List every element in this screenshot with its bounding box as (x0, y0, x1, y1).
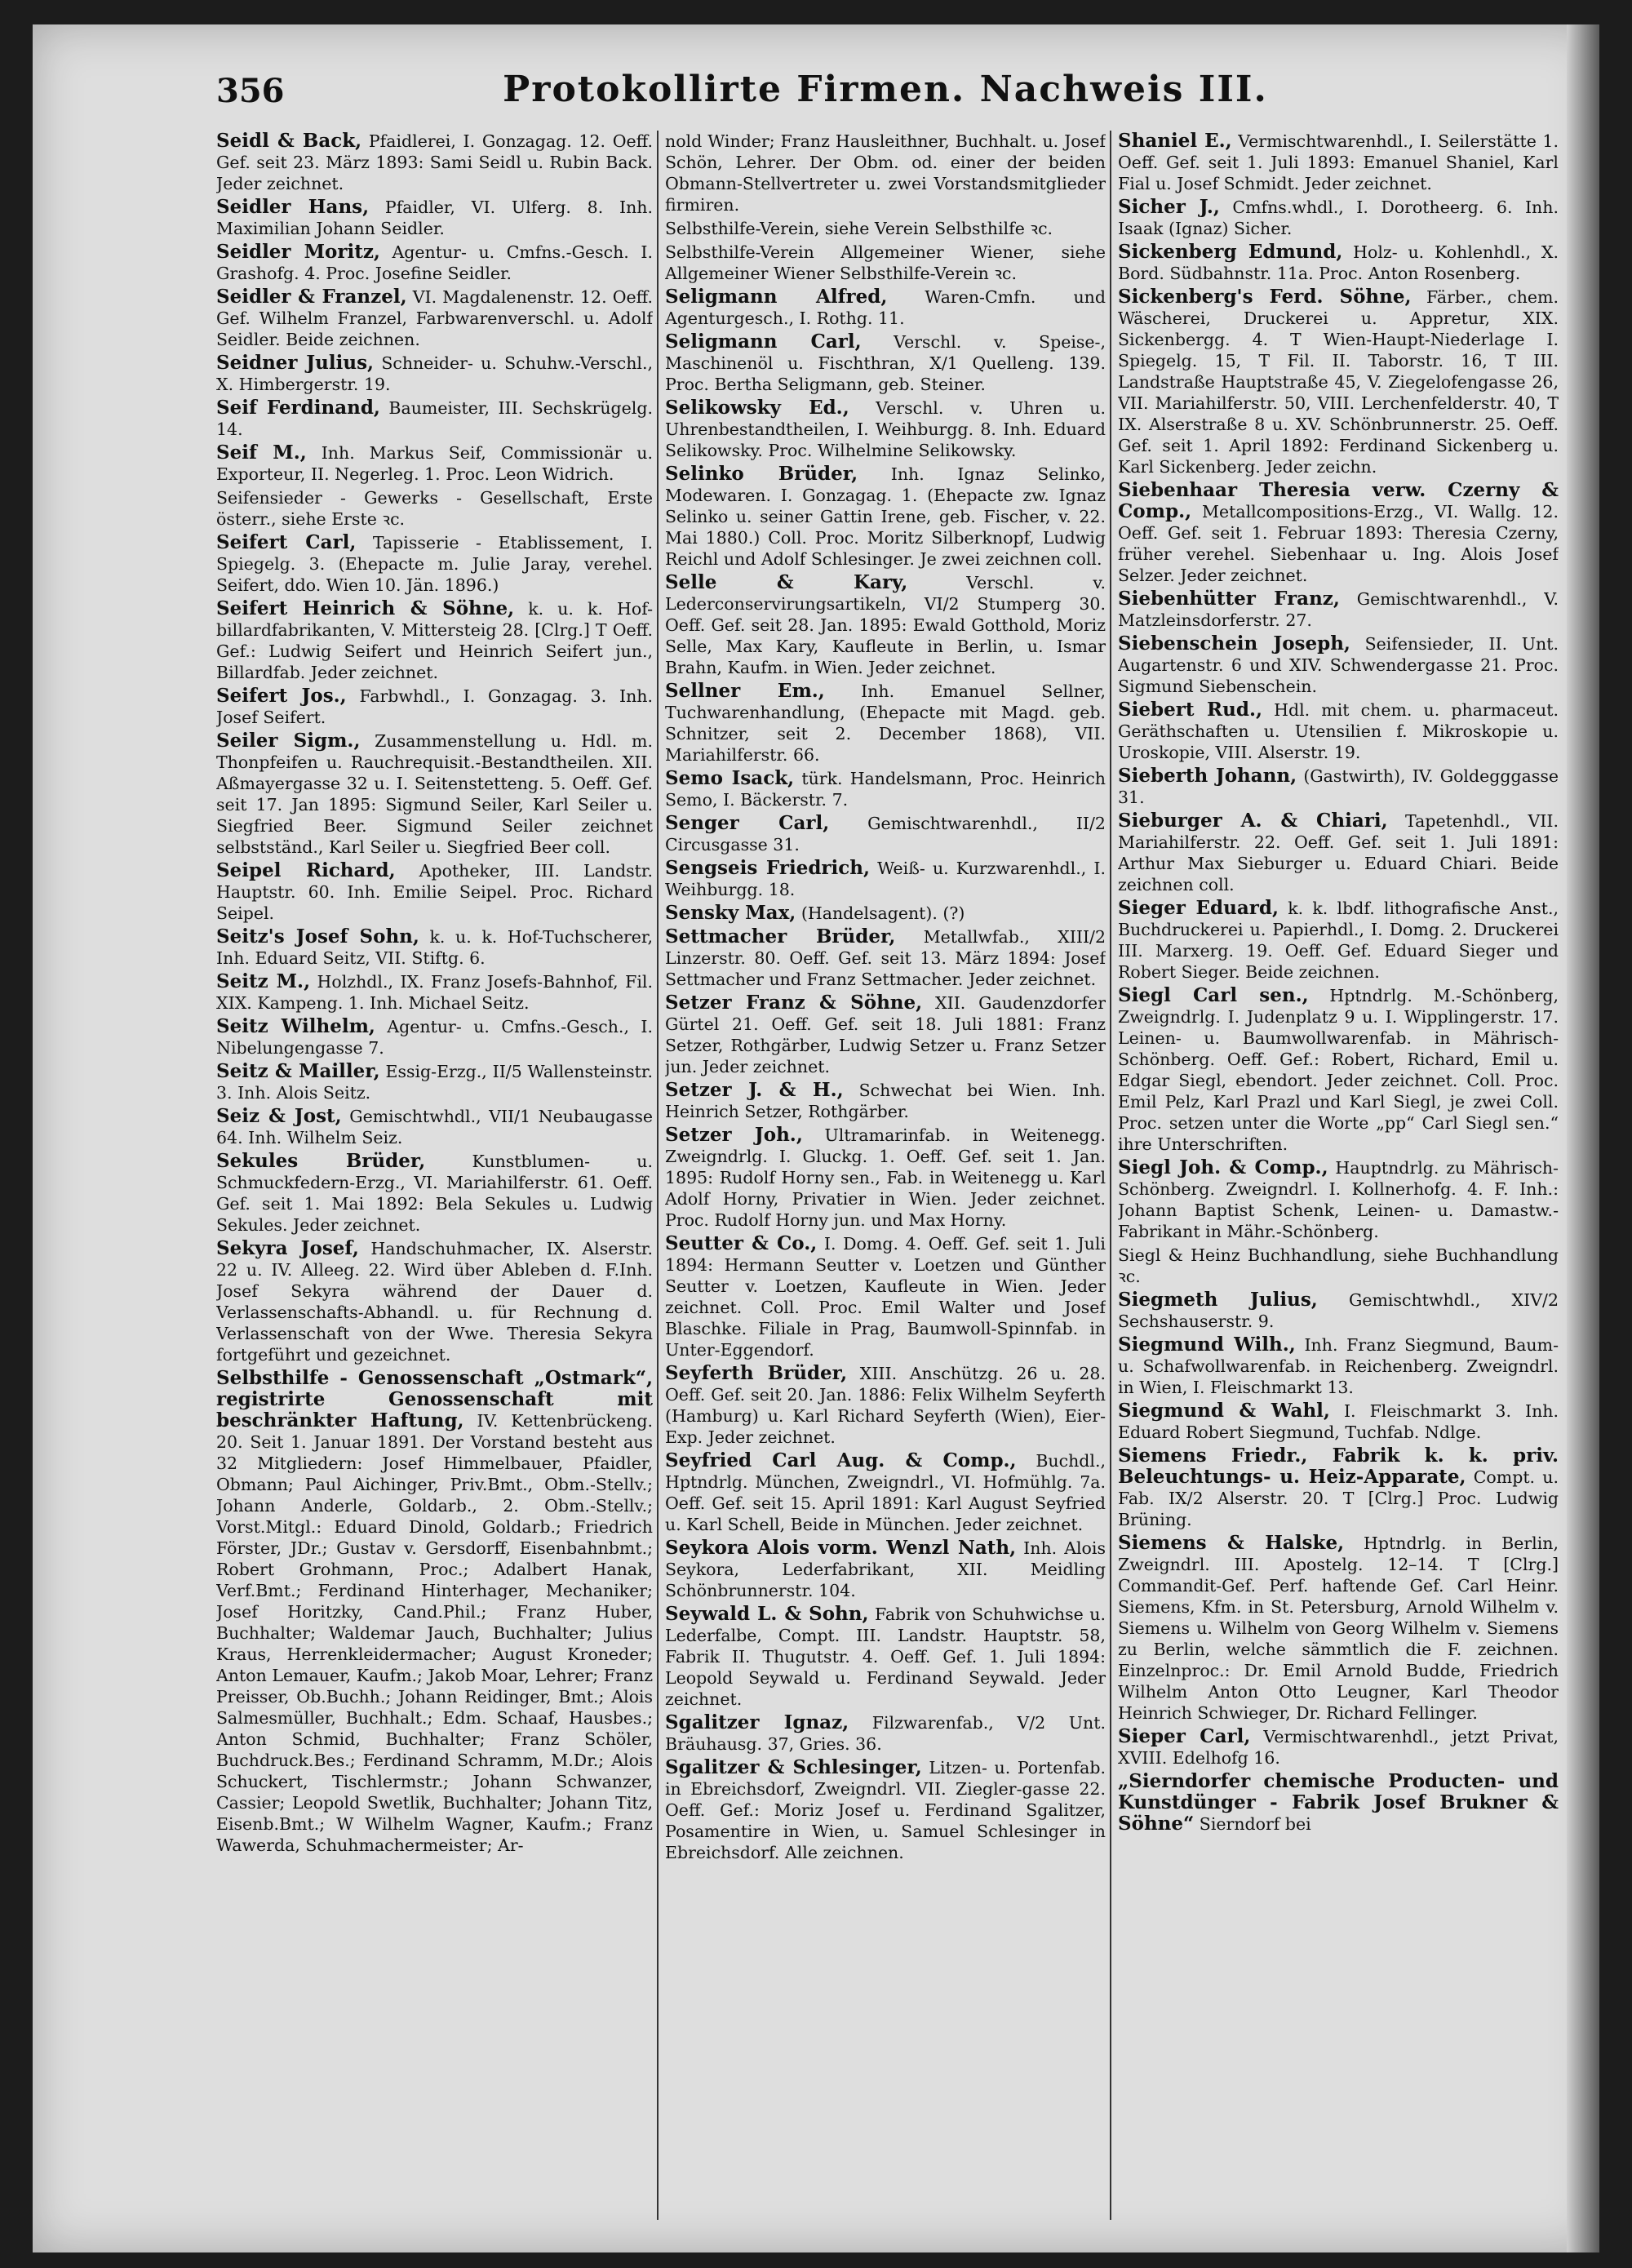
firm-name: Siegl Joh. & Comp., (1118, 1156, 1328, 1178)
entry-text: XII. Gaudenzdorfer Gürtel 21. Oeff. Gef. seit 18. Juli 1881: Franz Setzer, Rothgärber, Ludwig Setzer u. Franz Setzer jun. Jeder zeichnet. (665, 993, 1106, 1076)
firm-name: Seligmann Carl, (665, 331, 862, 353)
firm-name: Seutter & Co., (665, 1232, 818, 1254)
column-2 (665, 131, 1106, 2220)
firm-name: Seykora Alois vorm. Wenzl Nath, (665, 1537, 1017, 1559)
directory-entry (665, 858, 1106, 900)
directory-entry (665, 1450, 1106, 1535)
entry-text: Metallcompositions-Erzg., VI. Wallg. 12. Oeff. Gef. seit 1. Februar 1893: Theresia Czerny, früher verehel. Siebenhaar u. Ing. Alois Josef Selzer. Jeder zeichnet. (1118, 502, 1559, 585)
directory-entry (216, 487, 653, 530)
entry-text: Hptndrlg. in Berlin, Zweigndrl. III. Apostelg. 12–14. T [Clrg.] Commandit-Gef. Perf. haftende Gef. Carl Heinr. Siemens, Kfm. in St. Petersburg, Arnold Wilhelm v. Siemens u. Wilhelm von Georg Wilhelm v. Siemens zu Berlin, welche sämmtlich die F. zeichnen. Einzelnproc.: Dr. Emil Arnold Budde, Friedrich Wilhelm Anton Otto Leugner, Karl Theodor Heinrich Schwieger, Dr. Richard Fellinger. (1118, 1533, 1559, 1723)
directory-entry (665, 131, 1106, 215)
directory-entry (1118, 480, 1559, 586)
entry-text: nold Winder; Franz Hausleithner, Buchhalt. u. Josef Schön, Lehrer. Der Obm. od. einer der beiden Obmann-Stellvertreter u. zwei Vorstandsmitglieder firmiren. (665, 131, 1106, 215)
directory-entry (1118, 242, 1559, 284)
firm-name: Sieburger A. & Chiari, (1118, 810, 1388, 832)
firm-name: Settmacher Brüder, (665, 925, 896, 948)
directory-entry (665, 681, 1106, 766)
entry-text: Gemischtwarenhdl., V. Matzleinsdorferstr. 27. (1118, 589, 1559, 630)
directory-entry (665, 1080, 1106, 1122)
entry-text: Sierndorf bei (1199, 1814, 1311, 1834)
directory-entry (665, 926, 1106, 990)
directory-entry (216, 1106, 653, 1148)
directory-entry (665, 286, 1106, 329)
entry-text: I. Fleischmarkt 3. Inh. Eduard Robert Siegmund, Tuchfab. Ndlge. (1118, 1401, 1559, 1442)
firm-name: Seif Ferdinand, (216, 397, 380, 419)
entry-text: Gemischtwarenhdl., II/2 Circusgasse 31. (665, 814, 1106, 854)
firm-name: Seyferth Brüder, (665, 1362, 848, 1384)
directory-entry (216, 286, 653, 350)
firm-name: Selinko Brüder, (665, 463, 858, 485)
directory-entry (1118, 699, 1559, 763)
entry-text: Tapisserie - Etablissement, I. Spiegelg. 3. (Ehepacte m. Julie Jaray, verehel. Seifert, ddo. Wien 10. Jän. 1896.) (216, 533, 653, 595)
entry-text: (Gastwirth), IV. Goldegggasse 31. (1118, 766, 1559, 807)
entry-text: Pfaidlerei, I. Gonzagag. 12. Oeff. Gef. seit 23. März 1893: Sami Seidl u. Rubin Back. Jeder zeichnet. (216, 131, 653, 193)
directory-entry (216, 532, 653, 596)
firm-name: Seidler Hans, (216, 196, 370, 218)
entry-text: Inh. Ignaz Selinko, Modewaren. I. Gonzagag. 1. (Ehepacte zw. Ignaz Selinko u. seiner Gattin Irene, geb. Fischer, v. 22. Mai 1880.) Coll. Proc. Moritz Silberknopf, Ludwig Reichl und Adolf Schlesinger. Je zwei zeichnen coll. (665, 464, 1106, 569)
column-1 (216, 131, 653, 2220)
firm-name: „Sierndorfer chemische Producten- und Kunstdünger - Fabrik Josef Brukner & Söhne“ (1118, 1770, 1559, 1835)
directory-entry (216, 1061, 653, 1103)
directory-entry (1118, 1445, 1559, 1530)
firm-name: Sickenberg's Ferd. Söhne, (1118, 286, 1412, 308)
entry-text: k. k. lbdf. lithografische Anst., Buchdruckerei u. Papierhdl., I. Domg. 2. Druckerei III. Marxerg. 19. Oeff. Gef. Eduard Sieger und Robert Sieger. Beide zeichnen. (1118, 899, 1559, 982)
page-edge (1567, 24, 1599, 2252)
directory-entry (216, 197, 653, 239)
firm-name: Seipel Richard, (216, 859, 396, 881)
entry-text: Metallwfab., XIII/2 Linzerstr. 80. Oeff. Gef. seit 13. März 1894: Josef Settmacher und Franz Settmacher. Jeder zeichnet. (665, 927, 1106, 989)
firm-name: Seiler Sigm., (216, 730, 361, 752)
directory-entry (216, 353, 653, 395)
directory-entry (216, 686, 653, 728)
firm-name: Seitz & Mailler, (216, 1060, 380, 1082)
running-title: Protokollirte Firmen. Nachweis III. (503, 69, 1268, 110)
directory-entry (216, 598, 653, 683)
firm-name: Sieper Carl, (1118, 1725, 1251, 1747)
firm-name: Setzer Joh., (665, 1124, 803, 1146)
entry-text: Agentur- u. Cmfns.-Gesch., I. Nibelungengasse 7. (216, 1017, 653, 1058)
directory-entry (665, 397, 1106, 461)
directory-entry (216, 131, 653, 194)
directory-entry (1118, 898, 1559, 983)
entry-text: Tapetenhdl., VII. Mariahilferstr. 22. Oeff. Gef. seit 1. Juli 1891: Arthur Max Sieburger u. Eduard Chiari. Beide zeichnen coll. (1118, 811, 1559, 894)
directory-entry (1118, 810, 1559, 895)
entry-text: Gemischtwhdl., XIV/2 Sechshauserstr. 9. (1118, 1290, 1559, 1331)
firm-name: Sieberth Johann, (1118, 765, 1297, 787)
firm-name: Siemens & Halske, (1118, 1532, 1345, 1554)
firm-name: Sieger Eduard, (1118, 897, 1279, 919)
directory-entry (1118, 985, 1559, 1155)
firm-name: Sekules Brüder, (216, 1150, 426, 1172)
entry-text: Schwechat bei Wien. Inh. Heinrich Setzer, Rothgärber. (665, 1081, 1106, 1121)
entry-text: Selbsthilfe-Verein, siehe Verein Selbsthilfe ꝛc. (665, 219, 1053, 238)
entry-text: Fabrik von Schuhwichse u. Lederfalbe, Compt. III. Landstr. Hauptstr. 58, Fabrik II. Thugutstr. 4. Oeff. Gef. 1. Juli 1894: Leopold Seywald u. Ferdinand Seywald. Jeder zeichnet. (665, 1604, 1106, 1709)
directory-entry (665, 242, 1106, 284)
directory-entry (665, 1125, 1106, 1231)
directory-entry (665, 1363, 1106, 1448)
directory-entry (216, 860, 653, 924)
column-3 (1118, 131, 1559, 2220)
firm-name: Seitz's Josef Sohn, (216, 925, 419, 948)
directory-entry (1118, 286, 1559, 477)
entry-text: Hauptndrlg. zu Mährisch-Schönberg. Zweigndrl. I. Kollnerhofg. 4. F. Inh.: Johann Baptist Schenk, Leinen- u. Damastw.-Fabrikant in Mähr.-Schönberg. (1118, 1158, 1559, 1241)
directory-entry (1118, 1334, 1559, 1398)
directory-entry (1118, 1726, 1559, 1769)
directory-entry (665, 1604, 1106, 1710)
directory-entry (216, 1151, 653, 1236)
entry-text: Essig-Erzg., II/5 Wallensteinstr. 3. Inh. Alois Seitz. (216, 1062, 653, 1103)
firm-name: Setzer Franz & Söhne, (665, 992, 923, 1014)
page-header (216, 65, 1554, 131)
firm-name: Seligmann Alfred, (665, 286, 888, 308)
firm-name: Shaniel E., (1118, 131, 1232, 152)
firm-name: Siebenhütter Franz, (1118, 588, 1340, 610)
firm-name: Sekyra Josef, (216, 1237, 359, 1259)
entry-text: Verschl. v. Uhren u. Uhrenbestandtheilen, I. Weihburgg. 8. Inh. Eduard Selikowsky. Proc. Wilhelmine Selikowsky. (665, 398, 1106, 460)
entry-text: Seifensieder - Gewerks - Gesellschaft, Erste österr., siehe Erste ꝛc. (216, 488, 653, 529)
directory-entry (665, 768, 1106, 810)
directory-entry (665, 1233, 1106, 1360)
firm-name: Senger Carl, (665, 812, 830, 834)
directory-entry (665, 572, 1106, 678)
directory-entry (1118, 1245, 1559, 1287)
entry-text: Weiß- u. Kurzwarenhdl., I. Weihburgg. 18. (665, 859, 1106, 899)
entry-text: Schneider- u. Schuhw.-Verschl., X. Himbergerstr. 19. (216, 353, 653, 394)
directory-entry (1118, 1533, 1559, 1724)
firm-name: Sicher J., (1118, 196, 1220, 218)
entry-text: XIII. Anschützg. 26 u. 28. Oeff. Gef. seit 20. Jan. 1886: Felix Wilhelm Seyferth (Hamburg) u. Karl Richard Seyferth (Wien), Eier-Exp. Jeder zeichnet. (665, 1364, 1106, 1447)
firm-name: Seitz Wilhelm, (216, 1015, 375, 1037)
entry-text: Verschl. v. Lederconservirungsartikeln, VI/2 Stumperg 30. Oeff. Gef. seit 28. Jan. 1895: Ewald Gotthold, Moriz Selle, Max Kary, Kaufleute in Berlin, u. Ismar Brahn, Kaufm. in Wien. Jeder zeichnet. (665, 573, 1106, 677)
directory-entry (665, 1757, 1106, 1863)
directory-entry (1118, 1157, 1559, 1242)
entry-text: Apotheker, III. Landstr. Hauptstr. 60. Inh. Emilie Seipel. Proc. Richard Seipel. (216, 861, 653, 923)
entry-text: Litzen- u. Portenfab. in Ebreichsdorf, Zweigndrl. VII. Ziegler-gasse 22. Oeff. Gef.: Moriz Josef u. Ferdinand Sgalitzer, Posamentire in Wien, u. Samuel Schlesinger in Ebreichsdorf. Alle zeichnen. (665, 1758, 1106, 1862)
entry-text: Siegl & Heinz Buchhandlung, siehe Buchhandlung ꝛc. (1118, 1245, 1559, 1286)
firm-name: Siebert Rud., (1118, 699, 1262, 721)
directory-entry (1118, 1400, 1559, 1443)
entry-text: Agentur- u. Cmfns.-Gesch. I. Grashofg. 4. Proc. Josefine Seidler. (216, 242, 653, 283)
directory-entry (665, 813, 1106, 855)
directory-entry (1118, 197, 1559, 239)
firm-name: Sensky Max, (665, 902, 796, 924)
firm-name: Seidl & Back, (216, 131, 362, 152)
entry-text: Holzhdl., IX. Franz Josefs-Bahnhof, Fil. XIX. Kampeng. 1. Inh. Michael Seitz. (216, 972, 653, 1013)
firm-name: Sgalitzer Ignaz, (665, 1711, 849, 1733)
entry-text: Holz- u. Kohlenhdl., X. Bord. Südbahnstr. 11a. Proc. Anton Rosenberg. (1118, 242, 1559, 283)
entry-text: Vermischtwarenhdl., I. Seilerstätte 1. Oeff. Gef. seit 1. Juli 1893: Emanuel Shaniel, Karl Fial u. Josef Schmidt. Jeder zeichnet. (1118, 131, 1559, 193)
column-divider (657, 131, 659, 2220)
entry-text: Selbsthilfe-Verein Allgemeiner Wiener, siehe Allgemeiner Wiener Selbsthilfe-Verein ꝛc. (665, 242, 1106, 283)
directory-entry (665, 1712, 1106, 1755)
directory-entry (216, 397, 653, 440)
entry-text: Kunstblumen- u. Schmuckfedern-Erzg., VI. Mariahilferstr. 61. Oeff. Gef. seit 1. Mai 1892: Bela Sekules u. Ludwig Sekules. Jeder zeichnet. (216, 1152, 653, 1235)
directory-entry (665, 464, 1106, 570)
firm-name: Siemens Friedr., Fabrik k. k. priv. Beleuchtungs- u. Heiz-Apparate, (1118, 1445, 1559, 1488)
firm-name: Sellner Em., (665, 680, 825, 702)
entry-text: türk. Handelsmann, Proc. Heinrich Semo, I. Bäckerstr. 7. (665, 769, 1106, 810)
directory-entry (665, 331, 1106, 395)
entry-text: Inh. Markus Seif, Commissionär u. Exporteur, II. Negerleg. 1. Proc. Leon Widrich. (216, 443, 653, 484)
firm-name: Siegl Carl sen., (1118, 984, 1309, 1006)
entry-text: Filzwarenfab., V/2 Unt. Bräuhausg. 37, Gries. 36. (665, 1713, 1106, 1754)
entry-text: IV. Kettenbrückeng. 20. Seit 1. Januar 1891. Der Vorstand besteht aus 32 Mitgliedern: Josef Himmelbauer, Pfaidler, Obmann; Paul Aichinger, Priv.Bmt., Obm.-Stellv.; Johann Anderle, Goldarb., 2. Obm.-Stellv.; Vorst.Mitgl.: Eduard Dinold, Goldarb.; Friedrich Förster, JDr.; Gustav v. Gersdorff, Eisenbahnbmt.; Robert Grohmann, Proc.; Adalbert Hanak, Verf.Bmt.; Ferdinand Hinterhager, Mechaniker; Josef Horitzky, Cand.Phil.; Franz Huber, Buchhalter; Waldemar Jauch, Buchhalter; Julius Kraus, Herrenkleidermacher; August Kroneder; Anton Lemauer, Kaufm.; Jakob Moar, Lehrer; Franz Preisser, Ob.Buchh.; Johann Reidinger, Bmt.; Alois Salmesmüller, Buchhalt.; Edm. Schaaf, Hausbes.; Anton Schmid, Buchhalter; Franz Schöler, Buchdruck.Bes.; Ferdinand Schramm, M.Dr.; Alois Schuckert, Tischlermstr.; Johann Schwanzer, Cassier; Leopold Swetlik, Buchhalter; Johann Titz, Eisenb.Bmt.; W Wilhelm Wagner, Kaufm.; Franz Wawerda, Schuhmachermeister; Ar- (216, 1411, 653, 1855)
entry-text: VI. Magdalenenstr. 12. Oeff. Gef. Wilhelm Franzel, Farbwarenverschl. u. Adolf Seidler. Beide zeichnen. (216, 287, 653, 349)
firm-name: Siebenschein Joseph, (1118, 632, 1350, 655)
directory-entry (216, 442, 653, 485)
firm-name: Siegmeth Julius, (1118, 1289, 1318, 1311)
directory-entry (1118, 588, 1559, 631)
firm-name: Seywald L. & Sohn, (665, 1603, 869, 1625)
entry-text: Verschl. v. Speise-, Maschinenöl u. Fischthran, X/1 Quelleng. 139. Proc. Bertha Seligmann, geb. Steiner. (665, 332, 1106, 394)
firm-name: Sengseis Friedrich, (665, 857, 871, 879)
firm-name: Seitz M., (216, 970, 311, 992)
entry-text: Inh. Franz Siegmund, Baum- u. Schafwollwarenfab. in Reichenberg. Zweigndrl. in Wien, I. Fleischmarkt 13. (1118, 1335, 1559, 1397)
entry-text: k. u. k. Hof-billardfabrikanten, V. Mittersteig 28. [Clrg.] T Oeff. Gef.: Ludwig Seifert und Heinrich Seifert jun., Billardfab. Jeder zeichnet. (216, 599, 653, 682)
directory-entry (216, 242, 653, 284)
firm-name: Seifert Jos., (216, 685, 347, 707)
firm-name: Seifert Carl, (216, 531, 357, 553)
firm-name: Semo Isack, (665, 767, 795, 789)
entry-text: Baumeister, III. Sechskrügelg. 14. (216, 398, 653, 439)
column-divider (1110, 131, 1111, 2220)
entry-text: Waren-Cmfn. und Agenturgesch., I. Rothg. 11. (665, 287, 1106, 328)
entry-text: Hdl. mit chem. u. pharmaceut. Geräthschaften u. Utensilien f. Mikroskopie u. Uroskopie, VIII. Alserstr. 19. (1118, 700, 1559, 762)
entry-text: Pfaidler, VI. Ulferg. 8. Inh. Maximilian Johann Seidler. (216, 198, 653, 238)
directory-entry (216, 926, 653, 969)
firm-name: Seiz & Jost, (216, 1105, 342, 1127)
directory-entry (1118, 1771, 1559, 1835)
entry-text: Färber., chem. Wäscherei, Druckerei u. Appretur, XIX. Sickenbergg. 4. T Wien-Haupt-Niederlage I. Spiegelg. 15, T Fil. II. Taborstr. 16, T III. Landstraße Hauptstraße 45, V. Ziegelofengasse 26, VII. Mariahilferstr. 50, VIII. Lerchenfelderstr. 40, T IX. Alserstraße 8 u. XV. Schönbrunnerstr. 25. Oeff. Gef. seit 1. April 1892: Ferdinand Sickenberg u. Karl Sickenberg. Jeder zeichn. (1118, 287, 1559, 477)
entry-text: Cmfns.whdl., I. Dorotheerg. 6. Inh. Isaak (Ignaz) Sicher. (1118, 198, 1559, 238)
firm-name: Selle & Kary, (665, 571, 908, 593)
entry-text: Handschuhmacher, IX. Alserstr. 22 u. IV. Alleeg. 22. Wird über Ableben d. F.Inh. Josef Sekyra während der Dauer d. Verlassenschafts-Abhandl. u. für Rechnung d. Verlassenschaft von der Wwe. Theresia Sekyra fortgeführt und gezeichnet. (216, 1239, 653, 1365)
directory-entry (216, 1368, 653, 1856)
entry-text: Compt. u. Fab. IX/2 Alserstr. 20. T [Clrg.] Proc. Ludwig Brüning. (1118, 1467, 1559, 1529)
entry-text: I. Domg. 4. Oeff. Gef. seit 1. Juli 1894: Hermann Seutter v. Loetzen und Günther Seutter v. Loetzen, Kaufleute in Wien. Jeder zeichnet. Coll. Proc. Emil Walter und Josef Blaschke. Filiale in Prag, Baumwoll-Spinnfab. in Unter-Eggendorf. (665, 1234, 1106, 1360)
firm-name: Siegmund Wilh., (1118, 1334, 1296, 1356)
firm-name: Seidler & Franzel, (216, 286, 407, 308)
entry-text: Ultramarinfab. in Weitenegg. Zweigndrlg. I. Gluckg. 1. Oeff. Gef. seit 1. Jan. 1895: Rudolf Horny sen., Fab. in Weitenegg u. Karl Adolf Horny, Privatier in Wien. Jeder zeichnet. Proc. Rudolf Horny jun. und Max Horny. (665, 1125, 1106, 1230)
entry-text: Inh. Emanuel Sellner, Tuchwarenhandlung, (Ehepacte mit Magd. geb. Schnitzer, seit 2. December 1868), VII. Mariahilferstr. 66. (665, 681, 1106, 765)
directory-entry (216, 1016, 653, 1059)
firm-name: Sgalitzer & Schlesinger, (665, 1756, 922, 1778)
entry-text: Farbwhdl., I. Gonzagag. 3. Inh. Josef Seifert. (216, 686, 653, 727)
directory-entry (665, 218, 1106, 239)
firm-name: Seifert Heinrich & Söhne, (216, 597, 515, 619)
firm-name: Selbsthilfe - Genossenschaft „Ostmark“, registrirte Genossenschaft mit beschränkter Haftung, (216, 1367, 653, 1431)
firm-name: Sickenberg Edmund, (1118, 241, 1343, 263)
entry-text: Hptndrlg. M.-Schönberg, Zweigndrlg. I. Judenplatz 9 u. I. Wipplingerstr. 17. Leinen- u. Baumwollwarenfab. in Mährisch-Schönberg. Oeff. Gef.: Robert, Richard, Emil u. Edgar Siegl, ebendort. Jeder zeichnet. Coll. Proc. Emil Pelz, Karl Prazl und Karl Siegl, je zwei Coll. Proc. setzen unter die Worte „pp“ Carl Siegl sen.“ ihre Unterschriften. (1118, 986, 1559, 1154)
entry-text: Vermischtwarenhdl., jetzt Privat, XVIII. Edelhofg 16. (1118, 1727, 1559, 1768)
directory-entry (1118, 766, 1559, 808)
directory-entry (665, 1538, 1106, 1601)
directory-entry (216, 730, 653, 858)
firm-name: Siegmund & Wahl, (1118, 1400, 1330, 1422)
firm-name: Selikowsky Ed., (665, 397, 849, 419)
firm-name: Seyfried Carl Aug. & Comp., (665, 1449, 1017, 1471)
directory-entry (216, 1238, 653, 1365)
entry-text: (Handelsagent). (?) (800, 903, 965, 923)
directory-entry (1118, 633, 1559, 697)
entry-text: Gemischtwhdl., VII/1 Neubaugasse 64. Inh. Wilhelm Seiz. (216, 1107, 653, 1147)
entry-text: Buchdl., Hptndrlg. München, Zweigndrl., VI. Hofmühlg. 7a. Oeff. Gef. seit 15. April 1891: Karl August Seyfried u. Karl Schell, Beide in München. Jeder zeichnet. (665, 1451, 1106, 1534)
entry-text: k. u. k. Hof-Tuchscherer, Inh. Eduard Seitz, VII. Stiftg. 6. (216, 927, 653, 968)
entry-text: Inh. Alois Seykora, Lederfabrikant, XII. Meidling Schönbrunnerstr. 104. (665, 1538, 1106, 1600)
directory-entry (665, 992, 1106, 1077)
firm-name: Siebenhaar Theresia verw. Czerny & Comp., (1118, 479, 1559, 522)
firm-name: Seif M., (216, 442, 307, 464)
directory-entry (665, 903, 1106, 924)
firm-name: Setzer J. & H., (665, 1079, 844, 1101)
firm-name: Seidler Moritz, (216, 241, 380, 263)
directory-entry (1118, 131, 1559, 194)
entry-text: Zusammenstellung u. Hdl. m. Thonpfeifen u. Rauchrequisit.-Bestandtheilen. XII. Aßmayergasse 32 u. I. Seitenstetteng. 5. Oeff. Gef. seit 17. Jan 1895: Sigmund Seiler, Karl Seiler u. Siegfried Beer. Sigmund Seiler zeichnet selbstständ., Karl Seiler u. Siegfried Beer coll. (216, 731, 653, 857)
entry-text: Seifensieder, II. Unt. Augartenstr. 6 und XIV. Schwendergasse 21. Proc. Sigmund Siebenschein. (1118, 634, 1559, 696)
page-number: 356 (216, 72, 285, 110)
directory-entry (216, 971, 653, 1014)
directory-entry (1118, 1289, 1559, 1332)
firm-name: Seidner Julius, (216, 352, 375, 374)
